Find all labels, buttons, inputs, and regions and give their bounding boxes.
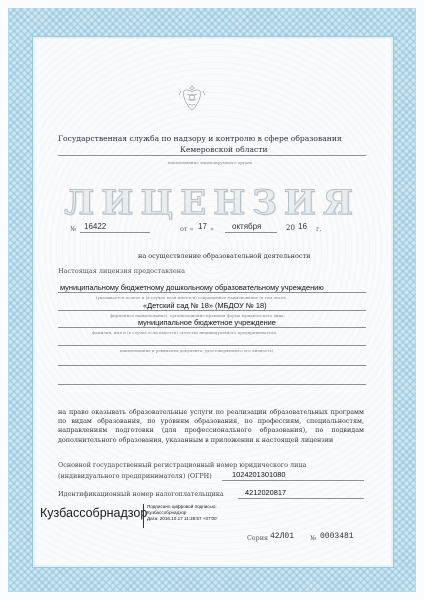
signature-line-3: Дата: 2016.10.17 11:38:57 +07'00': [147, 516, 218, 521]
year-suffix: г.: [316, 225, 322, 233]
digital-signature: [143, 504, 267, 528]
org-legal-form: муниципальное бюджетное учреждение: [138, 318, 276, 327]
date-from-label: от «: [180, 225, 194, 233]
ogrn-underline: [222, 480, 364, 481]
signature-line-2: Кузбассобрнадзор: [147, 510, 187, 515]
org-full-name: муниципальному бюджетному дошкольному образовательному учреждению: [60, 283, 324, 292]
org-caption-1: (указывается полное и (в случае если имеется) сокращенное наименование (в том числе: [96, 295, 286, 300]
series-label: Серия: [247, 534, 269, 542]
blank-line-2: [58, 384, 366, 385]
date-month: октября: [232, 222, 262, 231]
inn-label: Идентификационный номер налогоплательщика: [58, 490, 224, 498]
blank-line-1: [58, 365, 366, 366]
number-underline: [80, 232, 150, 233]
org-underline-3: [58, 327, 366, 328]
ogrn-label-2: (индивидуального предпринимателя) (ОГРН): [58, 472, 212, 480]
agency-name-line1: Государственная служба по надзору и контролю в сфере образования: [58, 134, 342, 143]
series-number-prefix: №: [310, 534, 317, 542]
org-underline-4: [58, 345, 366, 346]
ogrn-value: 1024201301080: [232, 470, 286, 479]
granted-label: Настоящая лицензия предоставлена: [58, 267, 185, 275]
agency-caption: наименование лицензирующего органа: [168, 160, 253, 165]
org-underline-2: [58, 310, 366, 311]
month-underline: [225, 232, 277, 233]
rights-paragraph: на право оказывать образовательные услуги по реализации образовательных программ по видам образования, по уровням образования, по профессиям, специальностям, направлениям подготовки (для профессионального образования), по подвидам дополнительного образования, указанным в приложении к настоящей лицензии: [58, 408, 364, 444]
org-caption-3: фамилия, имя и (в случае если имеется) отчество индивидуального предпринимателя,: [92, 330, 278, 335]
license-number: 16422: [84, 222, 107, 231]
issuer-name: Кузбассобрнадзор: [40, 506, 148, 520]
inn-value: 4212020817: [245, 488, 287, 497]
signature-line-1: Подписано цифровой подписью:: [147, 504, 217, 509]
agency-underline: [58, 155, 366, 156]
agency-name-line2: Кемеровской области: [180, 145, 268, 154]
activity-type: на осуществление образовательной деятельности: [138, 252, 311, 260]
date-day: 17: [198, 222, 207, 231]
series-value: 42Л01: [270, 532, 295, 541]
coat-of-arms-icon: [178, 82, 206, 114]
org-caption-4: наименование и реквизиты документа, удостоверяющего его личность): [120, 348, 274, 353]
series-number: 0003481: [320, 532, 354, 541]
inn-underline: [238, 498, 364, 499]
org-short-name: «Детский сад № 18» (МБДОУ № 18): [143, 301, 267, 310]
document-title: ЛИЦЕНЗИЯ: [64, 183, 360, 223]
org-caption-2: фирменное наименование), организационно-правовая форма юридического лица,: [110, 313, 285, 318]
number-prefix: №: [70, 225, 77, 233]
date-year: 16: [298, 222, 307, 231]
ogrn-label-1: Основной государственный регистрационный номер юридического лица: [58, 461, 307, 469]
org-underline-1: [58, 292, 366, 293]
year-prefix: 20: [286, 224, 295, 232]
date-quote-close: »: [210, 225, 214, 233]
